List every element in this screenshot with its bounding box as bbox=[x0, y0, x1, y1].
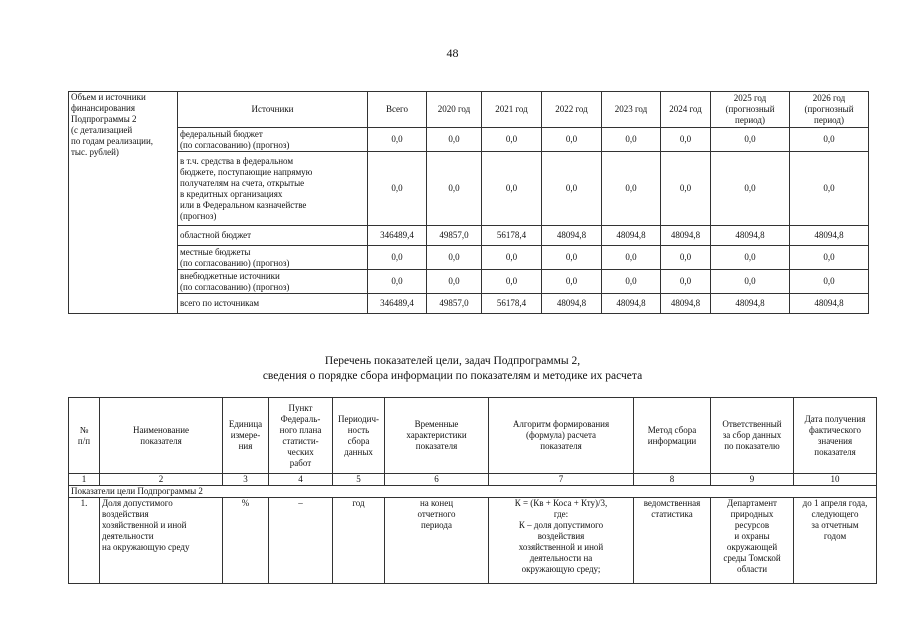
funding-value: 0,0 bbox=[790, 270, 869, 294]
funding-value: 0,0 bbox=[482, 128, 542, 152]
funding-value: 0,0 bbox=[661, 152, 711, 226]
funding-value: 346489,4 bbox=[368, 294, 427, 314]
funding-row bbox=[69, 152, 869, 226]
funding-value: 48094,8 bbox=[661, 294, 711, 314]
indicator-unit: % bbox=[223, 498, 269, 584]
column-number: 5 bbox=[333, 474, 385, 486]
indicators-header-cell: Временные характеристики показателя bbox=[385, 398, 489, 474]
funding-value: 0,0 bbox=[602, 128, 661, 152]
funding-header-cell: 2021 год bbox=[482, 92, 542, 128]
column-number: 2 bbox=[100, 474, 223, 486]
funding-source: в т.ч. средства в федеральном бюджете, поступающие напрямую получателям на счета, открытые в кредитных организациях или в Федеральном казначействе (прогноз) bbox=[178, 152, 368, 226]
funding-value: 48094,8 bbox=[661, 226, 711, 246]
indicator-algorithm: К = (Кв + Коса + Кту)/3, где: К – доля допустимого воздействия хозяйственной и иной деятельности на окружающую среду; bbox=[489, 498, 634, 584]
column-number: 10 bbox=[794, 474, 877, 486]
indicator-name: Доля допустимого воздействия хозяйственной и иной деятельности на окружающую среду bbox=[100, 498, 223, 584]
funding-value: 48094,8 bbox=[711, 226, 790, 246]
funding-value: 48094,8 bbox=[542, 294, 602, 314]
funding-value: 48094,8 bbox=[542, 226, 602, 246]
funding-value: 0,0 bbox=[790, 128, 869, 152]
funding-value: 0,0 bbox=[368, 270, 427, 294]
funding-row bbox=[69, 128, 869, 152]
indicators-heading-line2: сведения о порядке сбора информации по показателям и методике их расчета bbox=[262, 370, 643, 382]
funding-value: 0,0 bbox=[711, 246, 790, 270]
funding-value: 0,0 bbox=[368, 246, 427, 270]
indicators-heading-line1: Перечень показателей цели, задач Подпрограммы 2, bbox=[324, 355, 581, 367]
funding-row bbox=[69, 294, 869, 314]
funding-value: 0,0 bbox=[602, 152, 661, 226]
column-number: 1 bbox=[69, 474, 100, 486]
funding-value: 48094,8 bbox=[602, 226, 661, 246]
indicators-header-cell: Периодич- ность сбора данных bbox=[333, 398, 385, 474]
indicators-header-cell: Наименование показателя bbox=[100, 398, 223, 474]
funding-value: 0,0 bbox=[542, 128, 602, 152]
funding-header-cell: 2022 год bbox=[542, 92, 602, 128]
funding-source: внебюджетные источники (по согласованию) (прогноз) bbox=[178, 270, 368, 294]
funding-value: 0,0 bbox=[427, 246, 482, 270]
funding-row bbox=[69, 246, 869, 270]
column-number: 4 bbox=[269, 474, 333, 486]
indicators-header-cell: Пункт Федераль- ного плана статисти- ческих работ bbox=[269, 398, 333, 474]
funding-value: 0,0 bbox=[427, 270, 482, 294]
funding-value: 0,0 bbox=[482, 270, 542, 294]
funding-value: 48094,8 bbox=[602, 294, 661, 314]
funding-value: 0,0 bbox=[482, 152, 542, 226]
funding-header-cell: 2023 год bbox=[602, 92, 661, 128]
funding-value: 0,0 bbox=[790, 152, 869, 226]
column-number: 6 bbox=[385, 474, 489, 486]
funding-value: 56178,4 bbox=[482, 294, 542, 314]
page-number: 48 bbox=[446, 46, 459, 60]
column-number: 7 bbox=[489, 474, 634, 486]
funding-source: областной бюджет bbox=[178, 226, 368, 246]
funding-value: 0,0 bbox=[711, 128, 790, 152]
group-label: Показатели цели Подпрограммы 2 bbox=[69, 486, 877, 498]
indicator-plan-item: – bbox=[269, 498, 333, 584]
funding-row bbox=[69, 226, 869, 246]
funding-value: 0,0 bbox=[790, 246, 869, 270]
column-number: 9 bbox=[711, 474, 794, 486]
funding-value: 0,0 bbox=[542, 152, 602, 226]
funding-value: 56178,4 bbox=[482, 226, 542, 246]
indicator-method: ведомственная статистика bbox=[634, 498, 711, 584]
funding-value: 346489,4 bbox=[368, 226, 427, 246]
funding-value: 0,0 bbox=[711, 152, 790, 226]
funding-header-cell: 2024 год bbox=[661, 92, 711, 128]
funding-header-cell: Источники bbox=[178, 92, 368, 128]
funding-value: 0,0 bbox=[427, 152, 482, 226]
funding-value: 48094,8 bbox=[790, 226, 869, 246]
indicator-date: до 1 апреля года, следующего за отчетным годом bbox=[794, 498, 877, 584]
indicator-time-characteristics: на конец отчетного периода bbox=[385, 498, 489, 584]
funding-value: 0,0 bbox=[711, 270, 790, 294]
funding-value: 0,0 bbox=[602, 246, 661, 270]
indicator-row bbox=[69, 498, 877, 584]
indicators-header-cell: Метод сбора информации bbox=[634, 398, 711, 474]
funding-value: 0,0 bbox=[602, 270, 661, 294]
indicators-header-cell: Ответственный за сбор данных по показателю bbox=[711, 398, 794, 474]
funding-value: 0,0 bbox=[542, 270, 602, 294]
indicator-responsible: Департамент природных ресурсов и охраны окружающей среды Томской области bbox=[711, 498, 794, 584]
column-number-row bbox=[69, 474, 877, 486]
indicators-header-cell: Дата получения фактического значения показателя bbox=[794, 398, 877, 474]
funding-table bbox=[68, 91, 869, 314]
funding-value: 48094,8 bbox=[711, 294, 790, 314]
funding-value: 49857,0 bbox=[427, 226, 482, 246]
indicators-header-cell: № п/п bbox=[69, 398, 100, 474]
funding-value: 0,0 bbox=[661, 128, 711, 152]
funding-value: 0,0 bbox=[368, 152, 427, 226]
indicator-periodicity: год bbox=[333, 498, 385, 584]
funding-header-cell: 2026 год (прогнозный период) bbox=[790, 92, 869, 128]
group-row bbox=[69, 486, 877, 498]
indicators-header-row bbox=[69, 398, 877, 474]
funding-value: 0,0 bbox=[661, 246, 711, 270]
funding-value: 0,0 bbox=[368, 128, 427, 152]
column-number: 3 bbox=[223, 474, 269, 486]
column-number: 8 bbox=[634, 474, 711, 486]
funding-source: местные бюджеты (по согласованию) (прогноз) bbox=[178, 246, 368, 270]
funding-value: 0,0 bbox=[661, 270, 711, 294]
funding-label: Объем и источники финансирования Подпрограммы 2 (с детализацией по годам реализации, тыс. рублей) bbox=[69, 92, 178, 314]
indicator-number: 1. bbox=[69, 498, 100, 584]
funding-row bbox=[69, 270, 869, 294]
funding-value: 0,0 bbox=[427, 128, 482, 152]
indicators-heading bbox=[0, 354, 905, 384]
funding-header-cell: 2020 год bbox=[427, 92, 482, 128]
funding-source: всего по источникам bbox=[178, 294, 368, 314]
funding-value: 49857,0 bbox=[427, 294, 482, 314]
funding-header-cell: 2025 год (прогнозный период) bbox=[711, 92, 790, 128]
indicators-table bbox=[68, 397, 877, 584]
funding-value: 0,0 bbox=[542, 246, 602, 270]
indicators-header-cell: Единица измере- ния bbox=[223, 398, 269, 474]
funding-value: 48094,8 bbox=[790, 294, 869, 314]
funding-header-row bbox=[69, 92, 869, 128]
funding-value: 0,0 bbox=[482, 246, 542, 270]
indicators-header-cell: Алгоритм формирования (формула) расчета показателя bbox=[489, 398, 634, 474]
funding-source: федеральный бюджет (по согласованию) (прогноз) bbox=[178, 128, 368, 152]
funding-header-cell: Всего bbox=[368, 92, 427, 128]
